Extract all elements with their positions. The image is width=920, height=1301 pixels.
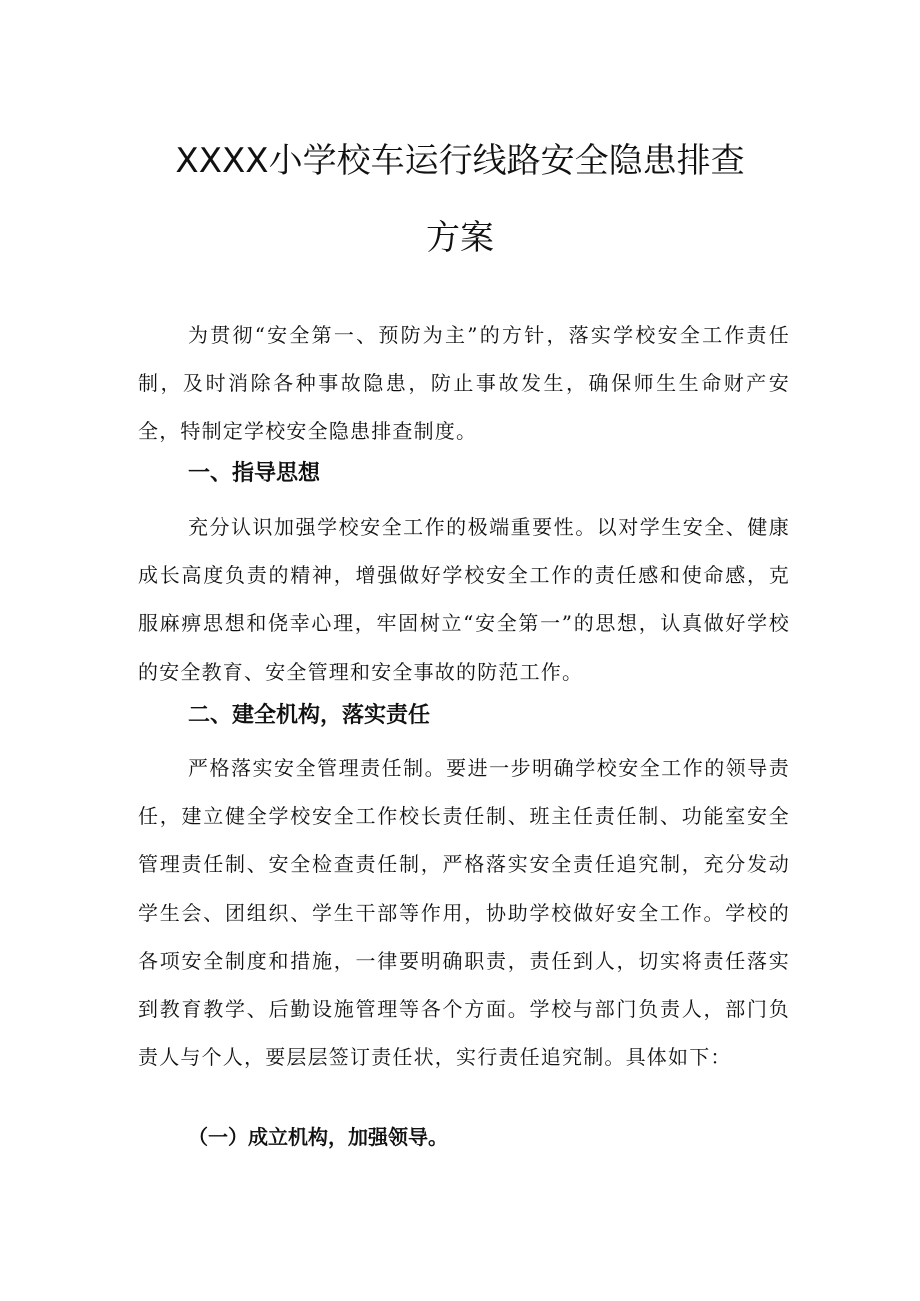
section-body-organization: 严格落实安全管理责任制。要进一步明确学校安全工作的领导责任，建立健全学校安全工作校长责任制、班主任责任制、功能室安全管理责任制、安全检查责任制，严格落实安全责任追究制，充分发动学生会、团组织、学生干部等作用，协助学校做好安全工作。学校的各项安全制度和措施，一律要明确职责，责任到人，切实将责任落实到教育教学、后勤设施管理等各个方面。学校与部门负责人，部门负责人与个人，要层层签订责任状，实行责任追究制。具体如下： [138,756,790,1070]
document-title-line2: 方案 [426,218,494,258]
document-title-line1: XXXX小学校车运行线路安全隐患排查 [175,141,745,181]
section-body-guiding-thought: 充分认识加强学校安全工作的极端重要性。以对学生安全、健康成长高度负责的精神，增强做好学校安全工作的责任感和使命感，克服麻痹思想和侥幸心理，牢固树立“安全第一”的思想，认真做好学校的安全教育、安全管理和安全事故的防范工作。 [138,515,790,684]
subsection-heading-establish-agency: （一）成立机构，加强领导。 [188,1125,448,1149]
intro-paragraph: 为贯彻“安全第一、预防为主”的方针，落实学校安全工作责任制，及时消除各种事故隐患，防止事故发生，确保师生生命财产安全，特制定学校安全隐患排查制度。 [138,323,790,444]
section-heading-guiding-thought: 一、指导思想 [188,461,321,486]
section-heading-organization: 二、建全机构，落实责任 [188,703,431,728]
